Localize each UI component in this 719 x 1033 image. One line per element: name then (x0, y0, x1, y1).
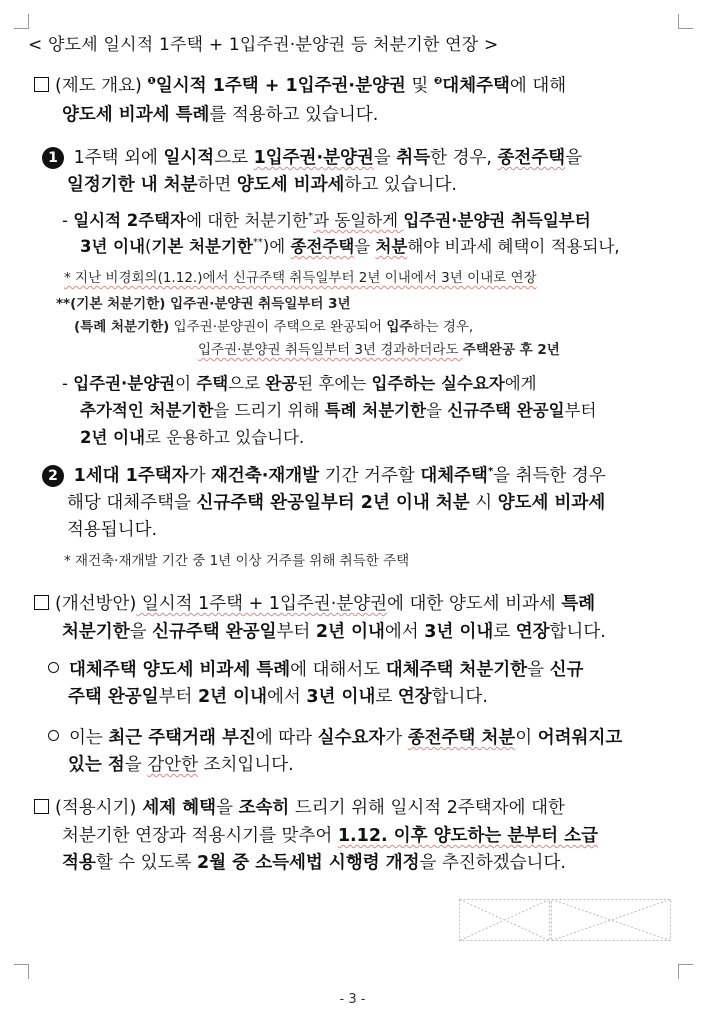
approval-stamp-boxes (459, 899, 671, 941)
footnote-1: * 지난 비경회의(1.12.)에서 신규주택 취득일부터 2년 이내에서 3년 이내로 연장 (64, 270, 537, 286)
footnote-3: (특례 처분기한) 입주권·분양권이 주택으로 완공되어 입주하는 경우, (74, 319, 474, 335)
timing-heading: (적용시기) 세제 혜택을 조속히 드리기 위해 일시적 2주택자에 대한 (34, 794, 565, 819)
timing-line-2: 처분기한 연장과 적용시기를 맞추어 1.12. 이후 양도하는 분부터 소급 (62, 826, 598, 846)
dash-item-2-line-3: 2년 이내로 운용하고 있습니다. (80, 428, 305, 447)
footnote-5: * 재건축·재개발 기간 중 1년 이상 거주를 위해 취득한 주택 (64, 553, 410, 569)
document-title: < 양도세 일시적 1주택 + 1입주권·분양권 등 처분기한 연장 > (28, 35, 499, 55)
overview-heading: (제도 개요) $^❶$일시적 1주택 + 1입주권·분양권 및 $^❷$대체주택에 대해 (34, 72, 566, 97)
crop-mark-top-left (14, 14, 29, 29)
point-2-line-2: 해당 대체주택을 신규주택 완공일부터 2년 이내 처분 시 양도세 비과세 (67, 493, 606, 513)
crop-mark-bottom-left (14, 964, 29, 979)
footnote-2: **(기본 처분기한) 입주권·분양권 취득일부터 3년 (56, 296, 351, 312)
circle-item-1-line-1: 대체주택 양도세 비과세 특례에 대해서도 대체주택 처분기한을 신규 (48, 656, 583, 681)
dash-item-2-line-2: 추가적인 처분기한을 드리기 위해 특례 처분기한을 신규주택 완공일부터 (80, 401, 597, 420)
number-1-badge: 1 (42, 147, 64, 169)
number-2-badge: 2 (42, 465, 64, 487)
square-bullet-icon (34, 595, 49, 610)
square-bullet-icon (34, 77, 49, 92)
dash-item-1-line-1: - 일시적 2주택자에 대한 처분기한*과 동일하게 입주권·분양권 취득일부터 (62, 211, 591, 230)
footnote-4: 입주권·분양권 취득일부터 3년 경과하더라도 주택완공 후 2년 (198, 342, 560, 358)
circle-bullet-icon (48, 662, 59, 673)
circle-item-2-line-2: 있는 점을 감안한 조치입니다. (68, 755, 294, 775)
timing-line-3: 적용할 수 있도록 2월 중 소득세법 시행령 개정을 추진하겠습니다. (62, 853, 566, 873)
point-2-line-1: 2 1세대 1주택자가 재건축·재개발 기간 거주할 대체주택*을 취득한 경우 (42, 462, 606, 487)
circle-item-2-line-1: 이는 최근 주택거래 부진에 따라 실수요자가 종전주택 처분이 어려워지고 (48, 724, 622, 749)
crop-mark-bottom-right (678, 964, 693, 979)
overview-line-2: 양도세 비과세 특례를 적용하고 있습니다. (62, 105, 379, 125)
dash-item-1-line-2: 3년 이내(기본 처분기한**)에 종전주택을 처분해야 비과세 혜택이 적용되나, (80, 237, 620, 256)
square-bullet-icon (34, 799, 49, 814)
improvement-heading: (개선방안) 일시적 1주택 + 1입주권·분양권에 대한 양도세 비과세 특례 (34, 590, 595, 615)
point-1-line-2: 일정기한 내 처분하면 양도세 비과세하고 있습니다. (67, 175, 457, 195)
circle-item-1-line-2: 주택 완공일부터 2년 이내에서 3년 이내로 연장합니다. (68, 687, 488, 707)
improvement-line-2: 처분기한을 신규주택 완공일부터 2년 이내에서 3년 이내로 연장합니다. (62, 622, 606, 642)
dash-item-2-line-1: - 입주권·분양권이 주택으로 완공된 후에는 입주하는 실수요자에게 (62, 374, 537, 393)
point-1-line-1: 1 1주택 외에 일시적으로 1입주권·분양권을 취득한 경우, 종전주택을 (42, 144, 582, 169)
crop-mark-top-right (678, 14, 693, 29)
point-2-line-3: 적용됩니다. (67, 520, 158, 540)
page-number: - 3 - (339, 992, 366, 1007)
circle-bullet-icon (48, 730, 59, 741)
